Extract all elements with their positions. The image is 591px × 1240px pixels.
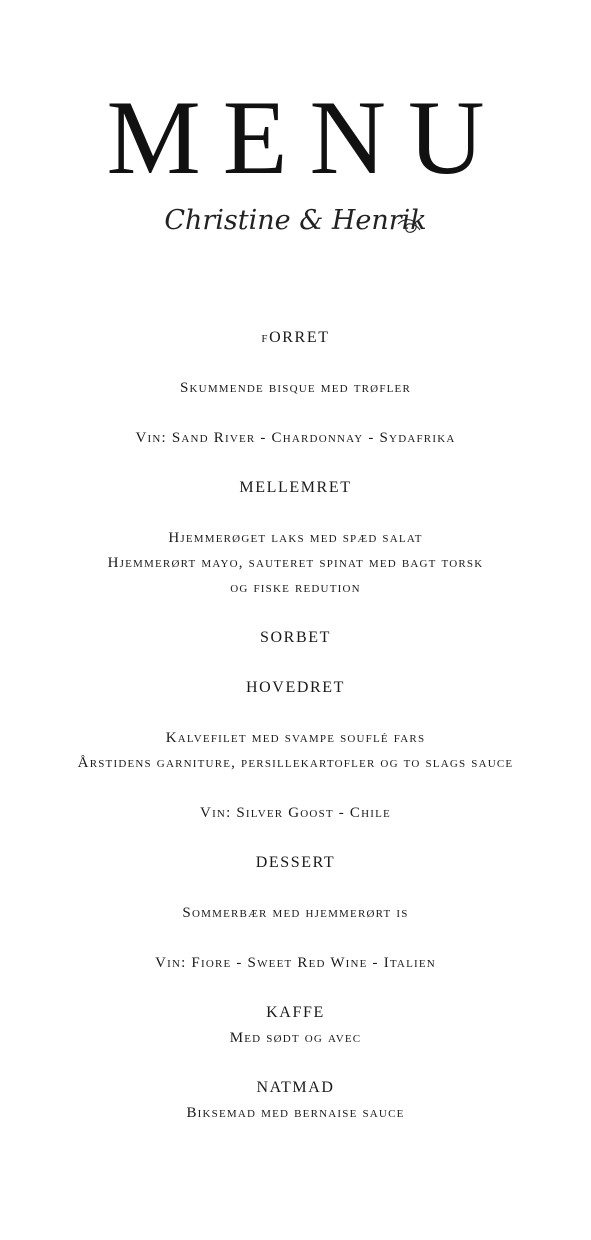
dish-hovedret-1: Kalvefilet med svampe souflé fars [165, 730, 426, 746]
course-heading-kaffe: KAFFE [266, 1004, 325, 1021]
dish-mellemret-1: Hjemmerøget laks med spæd salat [168, 530, 423, 546]
dish-mellemret-2: Hjemmerørt mayo, sauteret spinat med bagt torsk [107, 555, 484, 571]
wine-dessert: Vin: Fiore - Sweet Red Wine - Italien [155, 955, 436, 971]
course-heading-sorbet: SORBET [260, 629, 331, 646]
course-heading-dessert: DESSERT [255, 854, 336, 871]
dish-mellemret-3: og fiske redution [230, 580, 361, 596]
dish-forret: Skummende bisque med trøfler [179, 380, 412, 396]
couple-names: Christine & Henrik [164, 205, 427, 236]
flourish-ornament [396, 214, 422, 238]
menu-title: MENU [106, 79, 507, 196]
wine-hovedret: Vin: Silver Goost - Chile [200, 805, 391, 821]
course-heading-hovedret: HOVEDRET [245, 679, 345, 696]
course-heading-forret: fORRET [261, 329, 330, 346]
course-heading-natmad: NATMAD [256, 1079, 335, 1096]
dish-dessert: Sommerbær med hjemmerørt is [182, 905, 409, 921]
wine-forret: Vin: Sand River - Chardonnay - Sydafrika [135, 430, 456, 446]
dish-kaffe: Med sødt og avec [229, 1030, 362, 1046]
dish-hovedret-2: Årstidens garniture, persillekartofler og to slags sauce [77, 755, 514, 771]
course-heading-mellemret: MELLEMRET [239, 479, 352, 496]
dish-natmad: Biksemad med bernaise sauce [186, 1105, 405, 1121]
